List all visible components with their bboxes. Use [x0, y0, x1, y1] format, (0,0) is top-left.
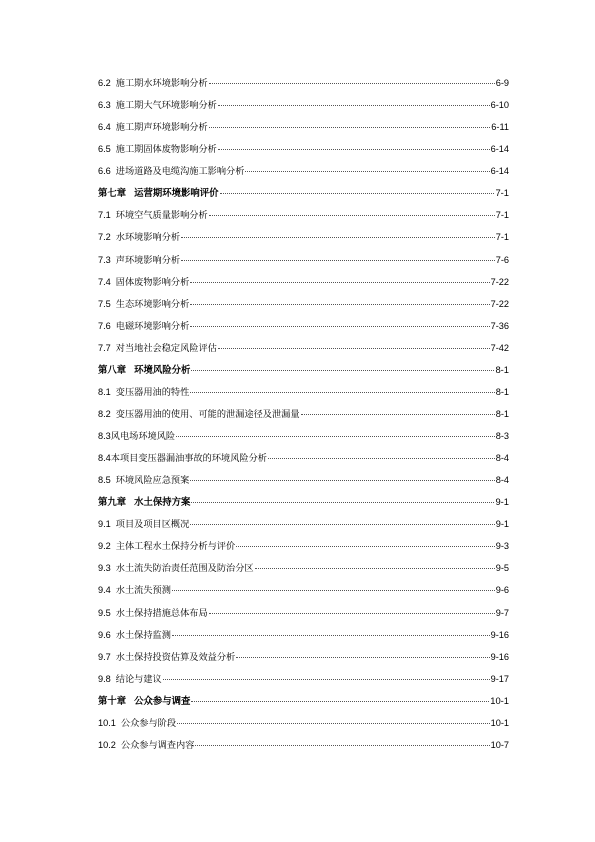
- dot-leader: [191, 502, 494, 503]
- toc-entry-title: 环境风险分析: [134, 365, 191, 376]
- dot-leader: [172, 590, 495, 591]
- toc-entry-title: 水土保持方案: [134, 498, 191, 509]
- toc-entry-title: 项目及项目区概况: [115, 519, 190, 530]
- dot-leader: [181, 260, 495, 261]
- toc-entry-title: 水土流失预测: [115, 585, 171, 596]
- toc-entry-number: 7.4: [98, 276, 111, 287]
- toc-entry-number: 6.3: [98, 100, 111, 111]
- toc-entry-page: 7-22: [490, 276, 509, 287]
- toc-entry-number: 7.2: [98, 232, 111, 243]
- dot-leader: [209, 127, 491, 128]
- toc-entry-page: 7-6: [495, 254, 509, 265]
- toc-entry-page: 7-42: [490, 342, 509, 353]
- toc-entry-number: 9.7: [98, 651, 111, 662]
- toc-entry-number: 9.3: [98, 563, 111, 574]
- toc-entry[interactable]: [98, 249, 509, 271]
- toc-entry-number: 8.3: [98, 431, 111, 441]
- toc-entry[interactable]: [98, 204, 509, 226]
- toc-entry-page: 6-14: [490, 144, 509, 155]
- toc-entry-title: 进场道路及电缆沟施工影响分析: [115, 166, 245, 177]
- toc-entry-number: 10.2: [98, 739, 116, 750]
- toc-entry-number: 第七章: [98, 189, 127, 200]
- toc-entry-number: 10.1: [98, 717, 116, 728]
- dot-leader: [190, 282, 489, 283]
- toc-entry-title: 生态环境影响分析: [115, 298, 190, 309]
- toc-entry-number: 6.5: [98, 144, 111, 155]
- toc-entry[interactable]: [98, 579, 509, 601]
- toc-entry-title: 水土流失防治责任范围及防治分区: [115, 563, 254, 574]
- dot-leader: [218, 149, 490, 150]
- toc-entry[interactable]: [98, 359, 509, 381]
- dot-leader: [236, 546, 495, 547]
- toc-entry[interactable]: [98, 315, 509, 337]
- toc-entry-number: 7.6: [98, 320, 111, 331]
- toc-entry-number: 7.1: [98, 210, 111, 221]
- toc-entry[interactable]: [98, 293, 509, 315]
- dot-leader: [209, 215, 495, 216]
- dot-leader: [209, 613, 495, 614]
- dot-leader: [209, 83, 495, 84]
- toc-entry-title: 运营期环境影响评价: [134, 189, 219, 200]
- toc-entry-title: 施工期大气环境影响分析: [115, 100, 217, 111]
- toc-entry-title: 施工期水环境影响分析: [115, 78, 208, 88]
- toc-entry-number: 6.2: [98, 78, 111, 88]
- toc-entry[interactable]: [98, 94, 509, 116]
- toc-entry-page: 6-9: [495, 78, 509, 88]
- dot-leader: [190, 304, 489, 305]
- toc-entry-page: 9-1: [495, 519, 509, 530]
- toc-entry-number: 第九章: [98, 498, 127, 509]
- toc-entry-title: 水环境影响分析: [115, 232, 181, 243]
- toc-entry-number: 6.6: [98, 166, 111, 177]
- toc-entry-number: 7.7: [98, 342, 111, 353]
- dot-leader: [220, 193, 495, 194]
- toc-entry-number: 8.1: [98, 386, 111, 397]
- toc-entry-title: 环境风险应急预案: [115, 475, 190, 486]
- dot-leader: [190, 480, 494, 481]
- toc-entry-number: 9.1: [98, 519, 111, 530]
- toc-entry-number: 9.6: [98, 629, 111, 640]
- toc-entry-title: 变压器用油的特性: [115, 386, 190, 397]
- toc-entry-title: 公众参与调查内容: [120, 739, 195, 750]
- toc-entry-page: 9-17: [490, 673, 509, 684]
- toc-entry-title: 水土保持措施总体布局: [115, 607, 208, 618]
- toc-entry-number: 6.4: [98, 122, 111, 133]
- toc-entry-title: 水土保持监测: [115, 629, 171, 640]
- dot-leader: [236, 657, 489, 658]
- dot-leader: [181, 237, 495, 238]
- dot-leader: [163, 679, 490, 680]
- toc-entry-number: 7.5: [98, 298, 111, 309]
- toc-entry-title: 声环境影响分析: [115, 254, 181, 265]
- toc-entry-title: 固体废物影响分析: [115, 276, 190, 287]
- toc-entry-page: 7-1: [495, 187, 509, 199]
- toc-entry-page: 9-5: [495, 563, 509, 574]
- dot-leader: [245, 171, 489, 172]
- dot-leader: [268, 458, 495, 459]
- toc-entry[interactable]: [98, 491, 509, 513]
- toc-entry-number: 8.2: [98, 408, 111, 419]
- toc-entry-number: 8.4: [98, 453, 111, 464]
- toc-entry[interactable]: [98, 668, 509, 690]
- toc-entry[interactable]: [98, 734, 509, 756]
- toc-entry-page: 8-1: [495, 363, 509, 375]
- dot-leader: [191, 370, 494, 371]
- toc-entry-page: 10-1: [490, 717, 509, 728]
- toc-entry-number: 第十章: [98, 696, 127, 707]
- toc-entry-page: 6-11: [491, 122, 509, 133]
- toc-entry-page: 8-1: [495, 408, 509, 419]
- toc-entry[interactable]: [98, 381, 509, 403]
- toc-entry-title: 施工期固体废物影响分析: [115, 144, 217, 155]
- toc-entry[interactable]: [98, 116, 509, 138]
- table-of-contents: [98, 72, 509, 756]
- toc-entry-title: 本项目变压器漏油事故的环境风险分析: [110, 453, 267, 464]
- toc-entry-page: 10-7: [490, 739, 509, 750]
- dot-leader: [191, 701, 489, 702]
- toc-entry[interactable]: [98, 138, 509, 160]
- toc-entry-title: 公众参与阶段: [120, 717, 177, 728]
- toc-entry-number: 9.4: [98, 585, 111, 596]
- toc-entry[interactable]: [98, 535, 509, 557]
- dot-leader: [218, 348, 490, 349]
- dot-leader: [172, 635, 490, 636]
- dot-leader: [195, 745, 489, 746]
- toc-entry-page: 8-4: [495, 453, 509, 464]
- toc-entry[interactable]: [98, 337, 509, 359]
- toc-entry-number: 8.5: [98, 475, 111, 486]
- toc-entry-title: 风电场环境风险: [110, 431, 176, 441]
- dot-leader: [190, 524, 494, 525]
- toc-entry[interactable]: [98, 425, 509, 447]
- toc-entry[interactable]: [98, 690, 509, 712]
- toc-entry-title: 公众参与调查: [134, 696, 191, 707]
- toc-entry-number: 9.8: [98, 673, 111, 684]
- toc-entry[interactable]: [98, 646, 509, 668]
- toc-entry-page: 10-1: [490, 694, 509, 706]
- toc-entry-title: 结论与建议: [115, 673, 162, 684]
- toc-entry-page: 9-6: [495, 585, 509, 596]
- dot-leader: [301, 414, 495, 415]
- dot-leader: [218, 105, 490, 106]
- toc-entry-title: 电磁环境影响分析: [115, 320, 190, 331]
- toc-entry-title: 环境空气质量影响分析: [115, 210, 208, 221]
- toc-entry[interactable]: [98, 226, 509, 248]
- toc-entry-title: 水土保持投资估算及效益分析: [115, 651, 236, 662]
- toc-entry-page: 7-1: [495, 210, 509, 221]
- toc-entry[interactable]: [98, 403, 509, 425]
- toc-entry-page: 7-36: [490, 320, 509, 331]
- toc-entry-page: 6-14: [490, 166, 509, 177]
- toc-entry-number: 第八章: [98, 365, 127, 376]
- dot-leader: [255, 568, 495, 569]
- toc-entry-page: 7-1: [495, 232, 509, 243]
- dot-leader: [190, 326, 489, 327]
- toc-entry-page: 9-16: [490, 629, 509, 640]
- toc-entry-number: 9.5: [98, 607, 111, 618]
- toc-entry[interactable]: [98, 624, 509, 646]
- toc-entry-page: 9-16: [490, 651, 509, 662]
- toc-entry-number: 9.2: [98, 541, 111, 552]
- toc-entry-title: 对当地社会稳定风险评估: [115, 342, 217, 353]
- toc-entry-title: 主体工程水土保持分析与评价: [115, 541, 236, 552]
- toc-entry-page: 9-1: [495, 496, 509, 508]
- toc-entry[interactable]: [98, 160, 509, 182]
- toc-entry-title: 变压器用油的使用、可能的泄漏途径及泄漏量: [115, 408, 300, 419]
- dot-leader: [177, 723, 490, 724]
- toc-entry[interactable]: [98, 602, 509, 624]
- toc-entry-page: 6-10: [490, 100, 509, 111]
- toc-entry[interactable]: [98, 271, 509, 293]
- toc-entry[interactable]: [98, 447, 509, 469]
- toc-entry-title: 施工期声环境影响分析: [115, 122, 208, 133]
- toc-entry[interactable]: [98, 712, 509, 734]
- toc-entry-page: 9-3: [495, 541, 509, 552]
- toc-entry-page: 9-7: [495, 607, 509, 618]
- toc-entry-number: 7.3: [98, 254, 111, 265]
- toc-entry-page: 8-4: [495, 475, 509, 486]
- toc-entry[interactable]: [98, 557, 509, 579]
- dot-leader: [176, 436, 495, 437]
- toc-entry-page: 8-3: [495, 431, 509, 441]
- toc-entry[interactable]: [98, 72, 509, 94]
- toc-entry[interactable]: [98, 182, 509, 204]
- dot-leader: [190, 392, 494, 393]
- toc-entry[interactable]: [98, 513, 509, 535]
- toc-entry-page: 8-1: [495, 386, 509, 397]
- toc-entry[interactable]: [98, 469, 509, 491]
- toc-entry-page: 7-22: [490, 298, 509, 309]
